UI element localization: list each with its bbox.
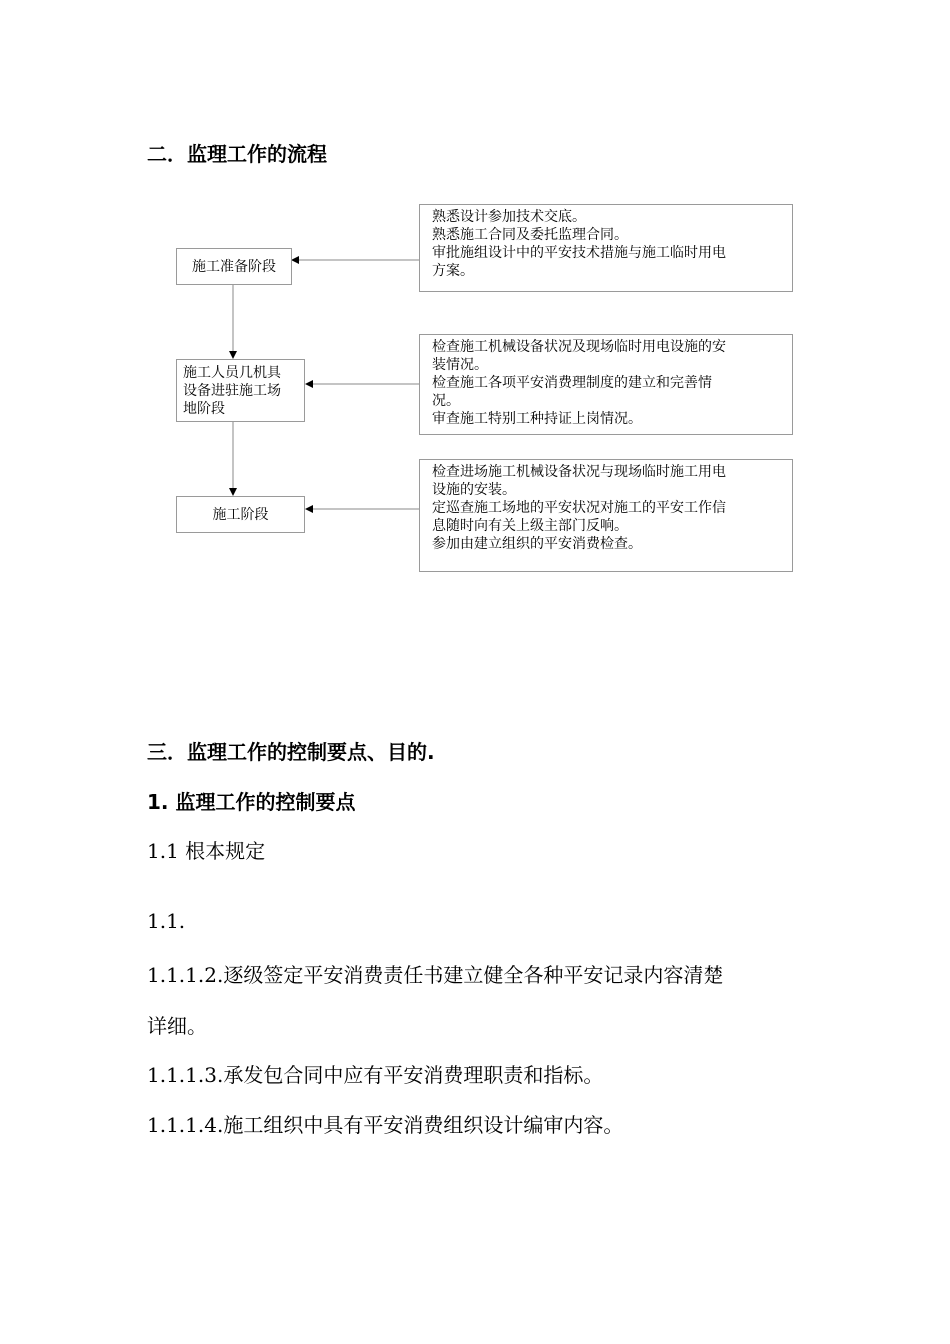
note-line: 审查施工特别工种持证上岗情况。 xyxy=(432,411,642,427)
note-line: 定巡查施工场地的平安状况对施工的平安工作信 xyxy=(432,500,726,516)
paragraph-1-1-1-3: 1.1.1.3.承发包合同中应有平安消费理职责和指标。 xyxy=(147,1063,604,1087)
section-heading-control-points: 三．监理工作的控制要点、目的. xyxy=(147,740,435,764)
flow-note-mobilization xyxy=(419,334,793,435)
note-line: 况。 xyxy=(432,393,460,409)
flow-stage-construction xyxy=(176,496,305,533)
note-line: 审批施组设计中的平安技术措施与施工临时用电 xyxy=(432,245,726,261)
flow-note-preparation xyxy=(419,204,793,292)
note-line: 熟悉施工合同及委托监理合同。 xyxy=(432,227,628,243)
section-heading-flow: 二．监理工作的流程 xyxy=(147,142,327,166)
subheading-control-points: 1. 监理工作的控制要点 xyxy=(147,790,356,814)
note-line: 方案。 xyxy=(432,263,474,279)
flow-stage-label: 施工阶段 xyxy=(212,506,269,523)
note-line: 装情况。 xyxy=(432,357,488,373)
note-line: 检查进场施工机械设备状况与现场临时施工用电 xyxy=(432,464,726,480)
paragraph-1-1-1-2-continued: 详细。 xyxy=(147,1014,207,1038)
paragraph-basic-rules: 1.1 根本规定 xyxy=(147,839,266,863)
paragraph-1-1-1-4: 1.1.1.4.施工组织中具有平安消费组织设计编审内容。 xyxy=(147,1113,624,1137)
flow-note-construction xyxy=(419,459,793,572)
paragraph-1-1: 1.1. xyxy=(147,909,186,933)
flow-stage-mobilization xyxy=(176,359,305,422)
note-line: 检查施工机械设备状况及现场临时用电设施的安 xyxy=(432,339,726,355)
note-line: 参加由建立组织的平安消费检查。 xyxy=(432,536,642,552)
note-line: 设施的安装。 xyxy=(432,482,516,498)
flow-stage-preparation xyxy=(176,248,292,285)
note-line: 熟悉设计参加技术交底。 xyxy=(432,209,586,225)
flow-stage-label: 施工准备阶段 xyxy=(192,258,276,275)
note-line: 检查施工各项平安消费理制度的建立和完善情 xyxy=(432,375,712,391)
note-line: 息随时向有关上级主部门反响。 xyxy=(432,518,628,534)
paragraph-1-1-1-2: 1.1.1.2.逐级签定平安消费责任书建立健全各种平安记录内容清楚 xyxy=(147,963,724,987)
flow-stage-label: 施工人员几机具设备进驻施工场地阶段 xyxy=(183,364,281,417)
